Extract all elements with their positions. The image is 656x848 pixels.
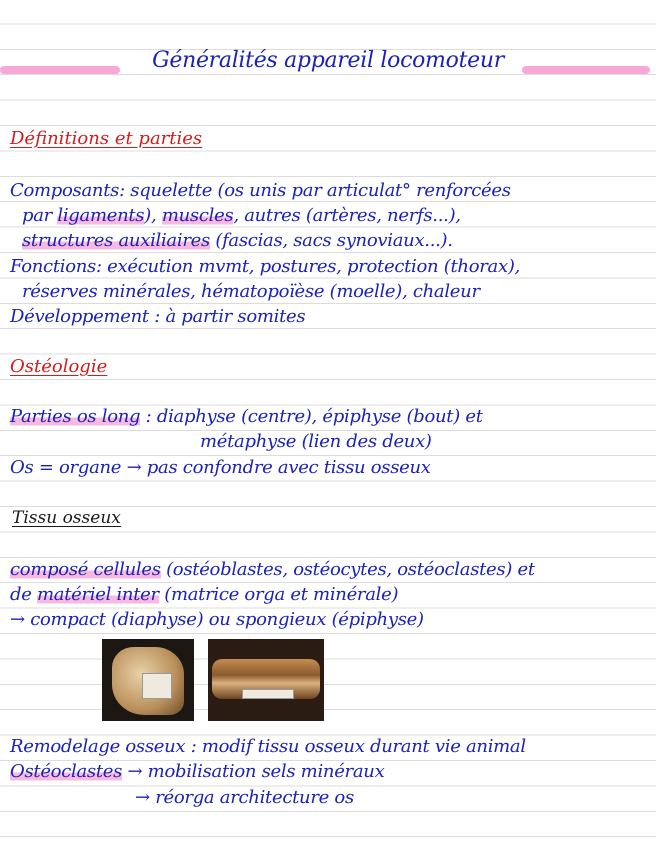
spongy-bone-photo <box>102 639 194 721</box>
section-heading-osteologie: Ostéologie <box>10 356 108 377</box>
fonctions-label: Fonctions <box>10 256 96 277</box>
composants-text-2c: , autres (artères, nerfs...), <box>233 205 461 226</box>
parties-line-2: métaphyse (lien des deux) <box>200 431 432 452</box>
parties-label: Parties os long <box>10 406 141 427</box>
ligaments-highlight: ligaments <box>57 205 145 226</box>
remodelage-label: Remodelage osseux <box>10 736 186 757</box>
tissu-line-2 <box>10 584 398 606</box>
composants-text-2a: par <box>22 205 58 226</box>
composants-line-2 <box>22 205 461 227</box>
osteoclastes-text: → mobilisation sels minéraux <box>122 761 385 782</box>
tissu-line-3: → compact (diaphyse) ou spongieux (épiphyse) <box>10 609 424 630</box>
remodelage-text: : modif tissu osseux durant vie animal <box>185 736 526 757</box>
osteoclastes-line <box>10 761 384 783</box>
structures-highlight: structures auxiliaires <box>22 230 210 251</box>
developpement-text: : à partir somites <box>148 306 306 327</box>
specimen-label <box>142 673 172 699</box>
tissu-line-1 <box>10 559 535 581</box>
compact-bone-photo <box>208 639 324 721</box>
tissu-text-1b: (ostéoblastes, ostéocytes, ostéoclastes) et <box>160 559 535 580</box>
osteoclastes-label: Ostéoclastes <box>10 761 123 782</box>
composants-label: Composants <box>10 180 120 201</box>
reorga-line: → réorga architecture os <box>135 787 354 808</box>
composants-line-1 <box>10 180 511 202</box>
page-title: Généralités appareil locomoteur <box>152 48 504 73</box>
composants-text-2b: ), <box>144 205 162 226</box>
section-heading-definitions: Définitions et parties <box>10 128 203 149</box>
composants-text-3b: (fascias, sacs synoviaux...). <box>209 230 453 251</box>
developpement-label: Développement <box>10 306 149 327</box>
composants-text-1: : squelette (os unis par articulat° renforcées <box>119 180 511 201</box>
remodelage-line <box>10 736 526 758</box>
composes-cellules-highlight: composé cellules <box>10 559 161 580</box>
fonctions-line-2: réserves minérales, hématopoïèse (moelle), chaleur <box>22 281 480 302</box>
fonctions-line-1 <box>10 256 520 278</box>
specimen-label <box>242 689 294 699</box>
developpement-line <box>10 306 305 328</box>
section-heading-tissu-osseux: Tissu osseux <box>12 508 121 528</box>
parties-text-1: : diaphyse (centre), épiphyse (bout) et <box>140 406 483 427</box>
tissu-text-2b: (matrice orga et minérale) <box>158 584 399 605</box>
fonctions-text-1: : exécution mvmt, postures, protection (thorax), <box>95 256 520 277</box>
os-organe-line: Os = organe → pas confondre avec tissu osseux <box>10 457 431 478</box>
muscles-highlight: muscles <box>161 205 234 226</box>
parties-line-1 <box>10 406 483 428</box>
materiel-inter-highlight: matériel inter <box>37 584 159 605</box>
composants-line-3 <box>22 230 453 252</box>
tissu-text-2a: de <box>10 584 37 605</box>
